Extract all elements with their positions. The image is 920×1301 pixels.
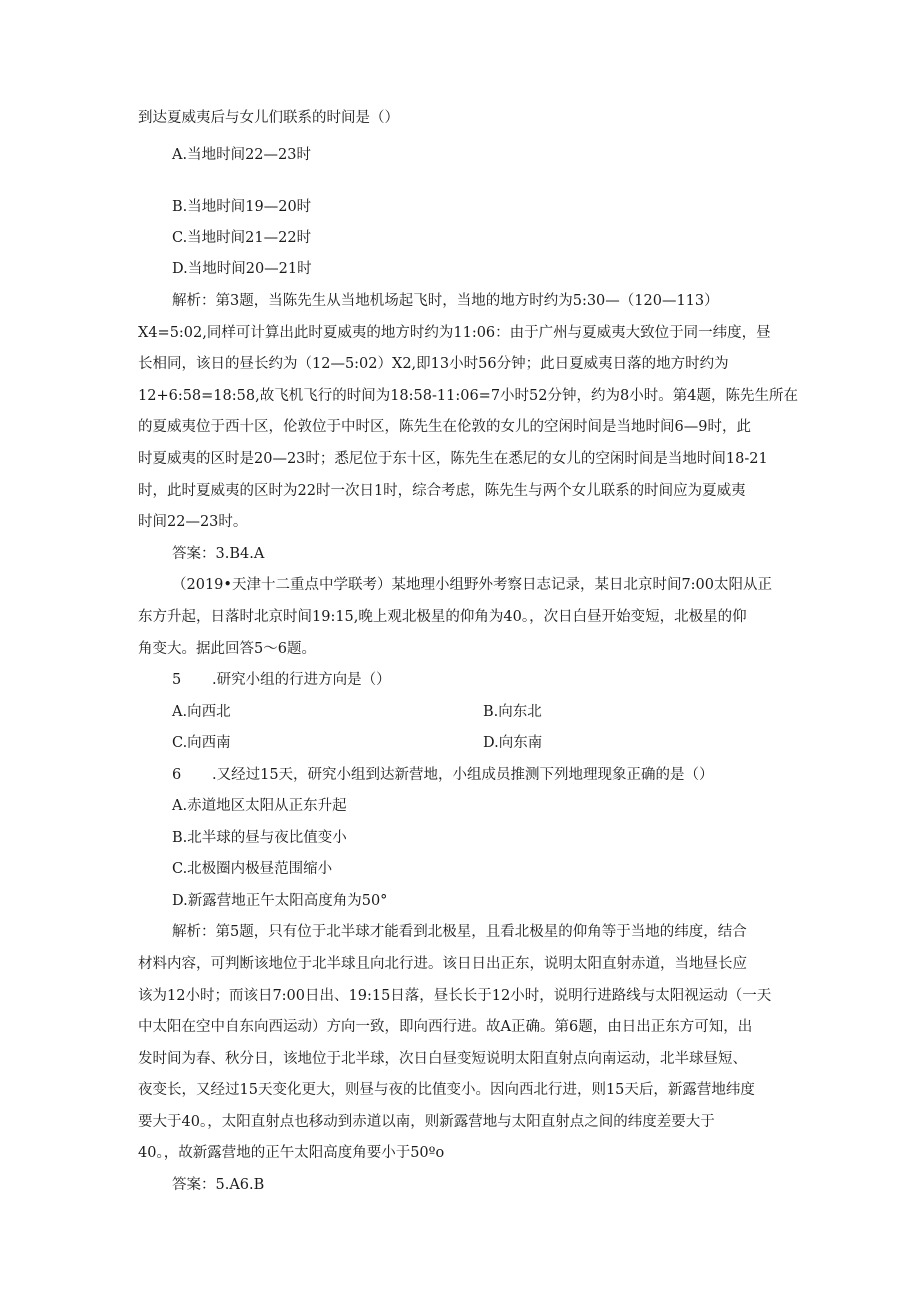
- analysis-line: 该为12小时；而该日7:00日出、19:15日落，昼长长于12小时，说明行进路线与太阳视运动（一天: [138, 988, 772, 1004]
- analysis-line: 12+6:58=18:58,故飞机飞行的时间为18:58-11:06=7小时52分钟，约为8小时。第4题，陈先生所在: [138, 388, 798, 404]
- analysis-line: 40。，故新露营地的正午太阳高度角要小于50ºo: [138, 1145, 445, 1161]
- option-b: B.当地时间19—20时: [172, 199, 312, 215]
- option-a: A.赤道地区太阳从正东升起: [172, 798, 347, 814]
- analysis-line: 时夏威夷的区时是20—23时；悉尼位于东十区，陈先生在悉尼的女儿的空闲时间是当地时间18-21: [138, 451, 768, 467]
- analysis-line: 解析：第5题，只有位于北半球才能看到北极星，且看北极星的仰角等于当地的纬度，结合: [172, 924, 747, 940]
- option-a: A.向西北: [172, 704, 231, 720]
- material-line: （2019•天津十二重点中学联考）某地理小组野外考察日志记录，某日北京时间7:00太阳从正: [172, 577, 773, 593]
- option-c: C.当地时间21—22时: [172, 230, 312, 246]
- option-b: B.向东北: [483, 704, 542, 720]
- option-c: C.北极圈内极昼范围缩小: [172, 861, 333, 877]
- option-c: C.向西南: [172, 735, 231, 751]
- analysis-line: 时间22—23时。: [138, 514, 248, 530]
- analysis-line: 时，此时夏威夷的区时为22时一次日1时，综合考虑，陈先生与两个女儿联系的时间应为夏威夷: [138, 483, 746, 499]
- analysis-line: 中太阳在空中自东向西运动）方向一致，即向西行进。故A正确。第6题，由日出正东方可知，出: [138, 1019, 753, 1035]
- question-number: 6: [172, 767, 182, 783]
- material-line: 角变大。据此回答5～6题。: [138, 641, 316, 657]
- option-a: A.当地时间22—23时: [172, 147, 311, 163]
- question-stem: .又经过15天，研究小组到达新营地，小组成员推测下列地理现象正确的是（）: [212, 767, 714, 783]
- answer-line: 答案：3.B4.A: [172, 546, 265, 562]
- analysis-line: 的夏威夷位于西十区，伦敦位于中时区，陈先生在伦敦的女儿的空闲时间是当地时间6—9时，此: [138, 419, 751, 435]
- answer-line: 答案：5.A6.B: [172, 1177, 265, 1193]
- question-number: 5: [172, 672, 182, 688]
- analysis-line: 要大于40。，太阳直射点也移动到赤道以南，则新露营地与太阳直射点之间的纬度差要大于: [138, 1114, 715, 1130]
- analysis-line: 材料内容，可判断该地位于北半球且向北行进。该日日出正东，说明太阳直射赤道，当地昼长应: [138, 956, 747, 972]
- analysis-line: 发时间为春、秋分日，该地位于北半球，次日白昼变短说明太阳直射点向南运动，北半球昼短、: [138, 1051, 747, 1067]
- option-b: B.北半球的昼与夜比值变小: [172, 830, 347, 846]
- analysis-line: 长相同，该日的昼长约为（12—5:02）X2,即13小时56分钟；此日夏威夷日落的地方时约为: [138, 356, 729, 372]
- material-line: 东方升起，日落时北京时间19:15,晚上观北极星的仰角为40。，次日白昼开始变短，北极星的仰: [138, 609, 747, 625]
- option-d: D.向东南: [483, 735, 543, 751]
- question-stem-tail: 到达夏威夷后与女儿们联系的时间是（）: [138, 110, 399, 126]
- analysis-line: 夜变长，又经过15天变化更大，则昼与夜的比值变小。因向西北行进，则15天后，新露营地纬度: [138, 1082, 755, 1098]
- option-d: D.当地时间20—21时: [172, 261, 312, 277]
- analysis-line: X4=5:02,同样可计算出此时夏威夷的地方时约为11:06：由于广州与夏威夷大致位于同一纬度，昼: [138, 325, 771, 341]
- option-d: D.新露营地正午太阳高度角为50°: [172, 893, 388, 909]
- analysis-line: 解析：第3题，当陈先生从当地机场起飞时，当地的地方时约为5:30—（120—113）: [172, 293, 719, 309]
- question-stem: .研究小组的行进方向是（）: [212, 672, 391, 688]
